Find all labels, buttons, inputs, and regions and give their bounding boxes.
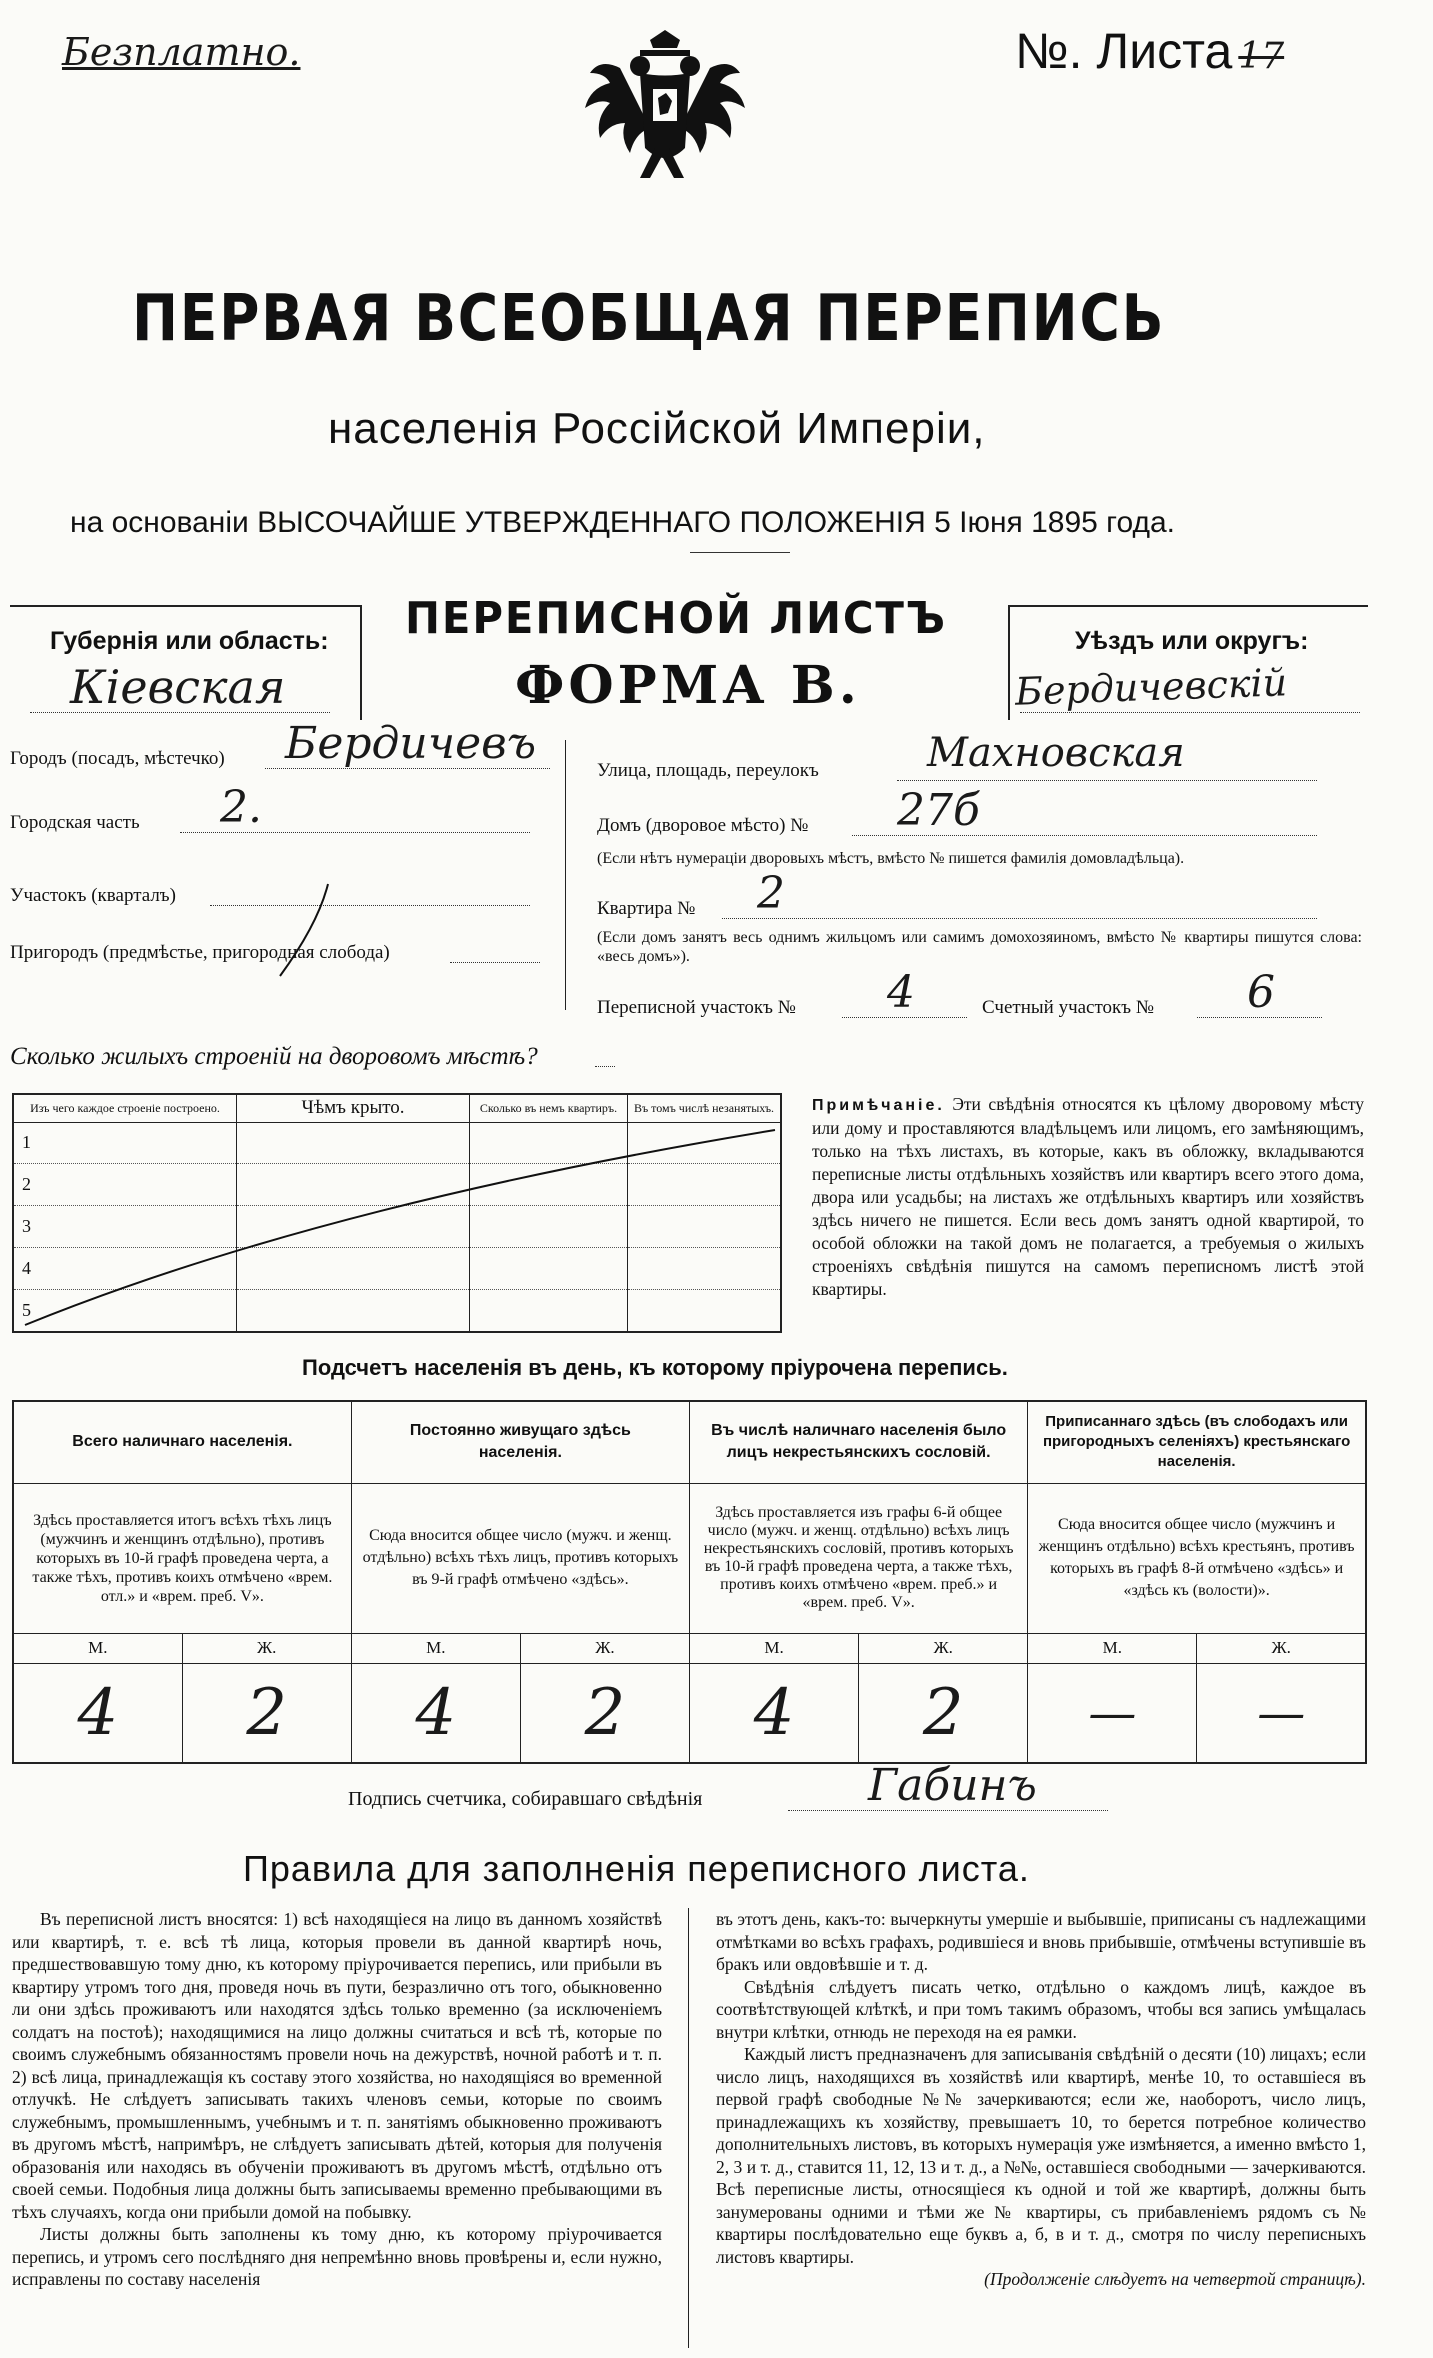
- count-value: 4: [351, 1663, 520, 1763]
- rules-title: Правила для заполненія переписного листа.: [243, 1848, 1030, 1889]
- guberniya-label: Губернія или область:: [50, 627, 329, 655]
- part-label: Городская часть: [10, 812, 140, 833]
- sheet-title: ПЕРЕПИСНОЙ ЛИСТЪ: [405, 593, 947, 644]
- signature-value: Габинъ: [868, 1760, 1037, 1811]
- frame-line: [10, 605, 360, 607]
- buildings-header: Въ томъ числѣ незанятыхъ.: [628, 1094, 782, 1122]
- house-label: Домъ (дворовое мѣсто) №: [597, 815, 809, 836]
- count-value: 2: [859, 1663, 1028, 1763]
- signature-row: [348, 1760, 1108, 1811]
- house-value: 27б: [897, 785, 980, 836]
- male-label: М.: [1028, 1633, 1197, 1663]
- city-label: Городъ (посадъ, мѣстечко): [10, 748, 225, 769]
- count-value: 2: [182, 1663, 351, 1763]
- house-row: [597, 785, 1317, 837]
- count-col-head: [1028, 1401, 1366, 1483]
- apt-value: 2: [757, 868, 785, 919]
- count-col-desc: Здѣсь проставляется итогъ всѣхъ тѣхъ лицъ (мужчинъ и женщинъ отдѣльно), противъ которыхъ въ 10-й графѣ проведена черта, а также тѣхъ, противъ коихъ отмѣчено «врем. отл.» и «врем. преб. V».: [13, 1483, 351, 1633]
- count-district-value: 6: [1247, 967, 1275, 1018]
- uezd-label: Уѣздъ или округъ:: [1075, 627, 1309, 655]
- buildings-question-text: Сколько жилыхъ строеній на дворовомъ мѣстѣ?: [10, 1043, 538, 1070]
- count-col-head-text: Въ числѣ наличнаго населенія было лицъ некрестьянскихъ сословій.: [711, 1422, 1007, 1462]
- count-col-desc: Сюда вносится общее число (мужчинъ и женщинъ отдѣльно) всѣхъ крестьянъ, противъ которыхъ въ графѣ 8-й отмѣчено «здѣсь» и «здѣсь къ (волости)».: [1028, 1483, 1366, 1633]
- count-col-head-text: Постоянно живущаго здѣсь населенія.: [409, 1422, 631, 1462]
- uchastok-label: Участокъ (кварталъ): [10, 885, 176, 906]
- buildings-row-number: 4: [13, 1247, 237, 1289]
- count-col-desc: Сюда вносится общее число (мужч. и женщ. отдѣльно) всѣхъ тѣхъ лицъ, противъ которыхъ въ 9-й графѣ отмѣчено «здѣсь».: [351, 1483, 689, 1633]
- apt-row: [597, 868, 1317, 920]
- count-col-head-text: Всего наличнаго населенія.: [72, 1433, 293, 1451]
- count-value: 4: [690, 1663, 859, 1763]
- count-value: 4: [13, 1663, 182, 1763]
- crossed-out-stroke: [270, 880, 340, 980]
- note-text: Эти свѣдѣнія относятся къ цѣлому дворовому мѣсту или дому и проставляются владѣльцемъ или лицомъ, его замѣняющимъ, только на тѣхъ листахъ, въ которые, какъ въ обложку, вкладываются переписные листы отдѣльныхъ хозяйствъ или квартиръ всего этого дома, двора или усадьбы; на листахъ же отдѣльныхъ квартиръ или хозяйствъ здѣсь ничего не пишется. Если весь домъ занятъ одной квартирой, то особой обложки на такой домъ не полагается, а требуемыя о жилыхъ строеніяхъ свѣдѣнія пишутся на самомъ переписномъ листѣ этой квартиры.: [812, 1094, 1365, 1299]
- census-district-label: Переписной участокъ №: [597, 997, 796, 1018]
- female-label: Ж.: [520, 1633, 689, 1663]
- street-row: [597, 730, 1317, 782]
- apt-note: (Если домъ занятъ весь однимъ жильцомъ или самимъ домохозяиномъ, вмѣсто № квартиры пишутся слова: «весь домъ»).: [597, 929, 1362, 965]
- coat-of-arms-icon: [580, 28, 750, 188]
- male-label: М.: [351, 1633, 520, 1663]
- buildings-header: Сколько въ немъ квартиръ.: [470, 1094, 628, 1122]
- count-col-desc: Здѣсь проставляется изъ графы 6-й общее число (мужч. и женщ. отдѣльно) всѣхъ лицъ некрестьянскихъ сословій, противъ которыхъ въ 10-й графѣ проведена черта, а также тѣхъ, противъ коихъ отмѣчено «врем. преб.» и «врем. преб. V».: [690, 1483, 1028, 1633]
- house-note: (Если нѣтъ нумераціи дворовыхъ мѣстъ, вмѣсто № пишется фамилія домовладѣльца).: [597, 850, 1185, 867]
- rules-right-column: [716, 1908, 1366, 2291]
- rules-paragraph: Свѣдѣнія слѣдуетъ писать четко, отдѣльно о каждомъ лицѣ, каждое въ соотвѣтствующей клѣткѣ, и при томъ такимъ образомъ, чтобы вся запись умѣщалась внутри клѣтки, отнюдь не переходя на ея рамки.: [716, 1976, 1366, 2042]
- decree-underline: [690, 552, 790, 553]
- page-subtitle: населенія Россійской Имперіи,: [328, 404, 986, 453]
- decree-line: на основаніи ВЫСОЧАЙШЕ УТВЕРЖДЕННАГО ПОЛОЖЕНІЯ 5 Іюня 1895 года.: [70, 506, 1176, 539]
- uezd-line: [1020, 712, 1360, 713]
- buildings-header: Изъ чего каждое строеніе построено.: [13, 1094, 237, 1122]
- city-row: [10, 718, 550, 770]
- census-district-value: 4: [887, 967, 915, 1018]
- street-label: Улица, площадь, переулокъ: [597, 760, 819, 781]
- buildings-row-number: 3: [13, 1206, 237, 1248]
- buildings-row-number: 1: [13, 1122, 237, 1164]
- part-row: [10, 782, 530, 834]
- city-value: Бердичевъ: [285, 718, 537, 769]
- street-value: Махновская: [927, 730, 1185, 776]
- frame-line: [1008, 605, 1010, 720]
- female-label: Ж.: [859, 1633, 1028, 1663]
- free-label: Безплатно.: [62, 30, 301, 74]
- page-title: ПЕРВАЯ ВСЕОБЩАЯ ПЕРЕПИСЬ: [132, 282, 1166, 356]
- rules-continued: (Продолженіе слѣдуетъ на четвертой страницѣ).: [984, 2269, 1366, 2289]
- count-value: —: [1028, 1663, 1197, 1763]
- suburb-label: Пригородъ (предмѣстье, пригородная слобода): [10, 942, 390, 963]
- frame-line: [360, 605, 362, 720]
- guberniya-value: Кіевская: [70, 660, 286, 714]
- district-row: [597, 967, 1322, 1019]
- apt-label: Квартира №: [597, 898, 696, 919]
- frame-line: [1008, 605, 1368, 607]
- rules-paragraph: Каждый листъ предназначенъ для записыванія свѣдѣній о десяти (10) лицахъ; если число лицъ, находящихся въ хозяйствѣ или квартирѣ, менѣе 10, то оставшіеся въ первой графѣ свободные №№ зачеркиваются; если же, наоборотъ, число лицъ, принадлежащихъ къ хозяйству, превышаетъ 10, то берется потребное количество дополнительныхъ листовъ, въ которыхъ нумерація уже измѣняется, а именно вмѣсто 1, 2, 3 и т. д., ставится 11, 12, 13 и т. д., а №№, оставшіеся свободными — зачеркиваются. Всѣ переписные листы, относящіеся къ одной и той же квартирѣ, должны быть занумерованы одними и тѣми же № квартиры, съ прибавленіемъ рядомъ съ № квартиры послѣдовательно еще буквъ а, б, в и т. д., смотря по числу переписныхъ листовъ квартиры.: [716, 2044, 1366, 2267]
- sheet-number-value: 17: [1238, 36, 1285, 77]
- uezd-value: Бердичевскій: [1014, 660, 1288, 714]
- rules-paragraph: въ этотъ день, какъ-то: вычеркнуты умершіе и выбывшіе, приписаны съ надлежащими отмѣтками во всѣхъ графахъ, родившіеся и вновь прибывшіе, отмѣчены вступившіе въ бракъ или овдовѣвшіе и т. д.: [716, 1909, 1366, 1974]
- buildings-crossout-stroke: [20, 1115, 780, 1330]
- note-lead: Примѣчаніе.: [812, 1097, 945, 1114]
- guberniya-line: [30, 712, 330, 713]
- buildings-row-number: 5: [13, 1289, 237, 1332]
- column-divider: [688, 1908, 689, 2348]
- signature-label: Подпись счетчика, собиравшаго свѣдѣнія: [348, 1788, 703, 1810]
- count-col-head: [690, 1401, 1028, 1483]
- field-divider: [565, 740, 566, 1010]
- male-label: М.: [690, 1633, 859, 1663]
- female-label: Ж.: [1197, 1633, 1366, 1663]
- count-col-head: [13, 1401, 351, 1483]
- rules-paragraph: Въ переписной листъ вносятся: 1) всѣ находящіеся на лицо въ данномъ хозяйствѣ или квартирѣ, т. е. всѣ тѣ лица, которыя провели въ данной квартирѣ ночь, предшествовавшую тому дню, къ которому пріурочивается перепись, или прибыли въ квартиру утромъ того дня, проведя ночь въ пути, безразлично отъ того, обыкновенно ли они здѣсь проживаютъ или находятся здѣсь только временно (за исключеніемъ солдатъ на постоѣ); находящимися на лицо должны считаться и всѣ тѣ, которые по своимъ служебнымъ обязанностямъ провели ночь на дежурствѣ, ночной работѣ и т. п. 2) всѣ лица, принадлежащія къ составу этого хозяйства, но находящіяся во временной отлучкѣ. Не слѣдуетъ записывать такихъ членовъ семьи, которые по своимъ служебнымъ, промышленнымъ, учебнымъ и т. п. занятіямъ обыкновенно проживаютъ въ другомъ мѣстѣ, напримѣръ, не слѣдуетъ записывать дѣтей, которыя для полученія образованія или находясь въ обученіи проживаютъ въ другомъ мѣстѣ, отдѣльно отъ своей семьи. Подобныя лица должны быть записываемы временно пребывающими въ тѣхъ случаяхъ, когда они прибыли домой на побывку.: [12, 1909, 662, 2222]
- rules-paragraph: Листы должны быть заполнены къ тому дню, къ которому пріурочивается перепись, и утромъ сего послѣдняго дня непремѣнно вновь провѣрены и, если нужно, исправлены по составу населенія: [12, 2224, 662, 2289]
- sheet-number: [1015, 22, 1284, 80]
- buildings-question: [10, 1043, 615, 1071]
- note-block: [812, 1093, 1364, 1301]
- male-label: М.: [13, 1633, 182, 1663]
- count-col-head: [351, 1401, 689, 1483]
- buildings-header: Чѣмъ крыто.: [237, 1094, 470, 1122]
- form-name: ФОРМА В.: [515, 655, 861, 716]
- count-title: Подсчетъ населенія въ день, къ которому пріурочена перепись.: [302, 1355, 1008, 1380]
- rules-left-column: [12, 1908, 662, 2291]
- part-value: 2.: [220, 782, 262, 833]
- sheet-number-label: №. Листа: [1015, 23, 1233, 79]
- female-label: Ж.: [182, 1633, 351, 1663]
- count-table: [12, 1400, 1367, 1764]
- count-value: —: [1197, 1663, 1366, 1763]
- buildings-row-number: 2: [13, 1164, 237, 1206]
- count-district-label: Счетный участокъ №: [982, 997, 1154, 1018]
- count-value: 2: [520, 1663, 689, 1763]
- count-col-head-text: Приписаннаго здѣсь (въ слободахъ или пригородныхъ селеніяхъ) крестьянскаго населенія.: [1042, 1413, 1351, 1471]
